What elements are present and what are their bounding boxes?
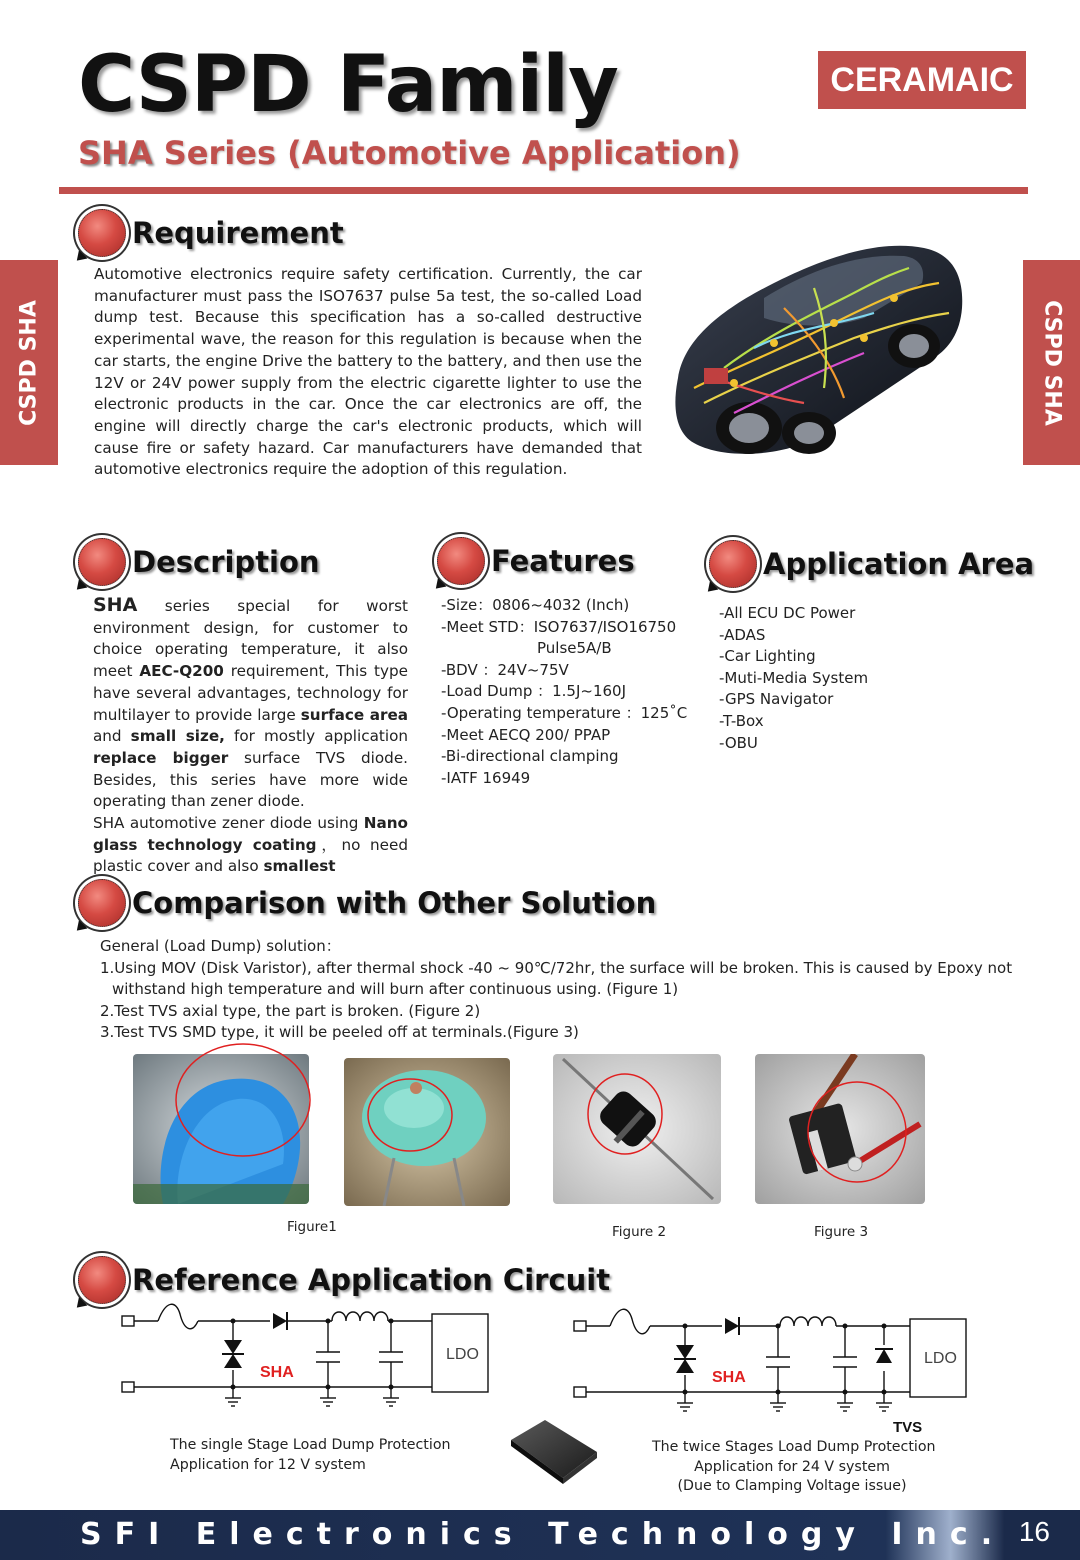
figure1-caption: Figure1 (287, 1219, 337, 1235)
caption-line: Application for 24 V system (694, 1458, 890, 1475)
comparison-heading-text: Comparison with Other Solution (132, 886, 657, 920)
bullet-ball-icon (78, 538, 126, 586)
bullet-ball-icon (78, 209, 126, 257)
desc-seg: series special for worst environment design, for customer to choice operating temperature, it also meet (93, 597, 408, 681)
subtitle-series: SHA (78, 134, 153, 172)
single-stage-caption (170, 1436, 451, 1475)
desc-seg: ，no need plastic cover and also (93, 835, 408, 876)
desc-bold: AEC-Q200 (139, 662, 224, 681)
ldo-label-left: LDO (446, 1346, 479, 1363)
desc-bold: Nano glass technology coating (93, 814, 408, 854)
side-tab-right-label: CSPD SHA (1039, 299, 1064, 426)
feature-item: -BDV ：24V~75V (441, 660, 569, 679)
application-item: -Car Lighting (719, 647, 816, 666)
desc-bold: small size, (130, 727, 225, 746)
comparison-line: 2.Test TVS axial type, the part is broken. (Figure 2) (100, 1001, 481, 1020)
bullet-ball-icon (437, 537, 485, 585)
sha-label-right: SHA (712, 1369, 746, 1386)
footer-bar (0, 1510, 1080, 1560)
bullet-ball-icon (78, 1256, 126, 1304)
single-stage-circuit-diagram (118, 1300, 498, 1420)
desc-bold: surface area (300, 705, 408, 724)
requirement-heading (78, 209, 344, 257)
twice-stage-caption (652, 1438, 936, 1497)
requirement-text: Automotive electronics require safety certification. Currently, the car manufacturer must pass the ISO7637 pulse 5a test, the so-called Load dump test. Because this specification has a so-called destructive experimental wave, the reason for this regulation is because when the car starts, the engine Drive the battery to the battery, and then use the 12V or 24V power supply from the electric cigarette lighter to use the electronic products in the car. Once the car electronics are off, the engine will directly charge the car's electronic products, which will cause fire or safety hazard. Car manufacturers have demanded that automotive electronics require the adoption of this regulation. (94, 265, 642, 479)
page-subtitle (78, 134, 741, 172)
twice-stage-circuit-diagram (570, 1305, 970, 1425)
desc-seg: requirement, This type have several advantages, technology for multilayer to provide large (93, 662, 408, 724)
application-area-list (719, 603, 868, 754)
figure3-caption: Figure 3 (814, 1224, 869, 1240)
feature-item: -IATF 16949 (441, 768, 531, 787)
comparison-line: 1.Using MOV (Disk Varistor), after thermal shock -40 ~ 90℃/72hr, the surface will be broken. This is caused by Epoxy not (100, 958, 1013, 977)
feature-item: -Size：0806~4032 (Inch) (441, 596, 630, 614)
bullet-ball-icon (78, 879, 126, 927)
features-heading-text: Features (491, 544, 635, 578)
caption-line: Application for 12 V system (170, 1456, 366, 1473)
application-area-heading (709, 540, 1034, 588)
side-tab-left (0, 260, 58, 465)
application-item: -Muti-Media System (719, 668, 869, 687)
subtitle-rest: Series (Automotive Application) (152, 134, 741, 172)
side-tab-left-label: CSPD SHA (16, 299, 42, 426)
comparison-line: 3.Test TVS SMD type, it will be peeled off at terminals.(Figure 3) (100, 1023, 579, 1042)
feature-item: -Meet STD：ISO7637/ISO16750 (441, 617, 677, 636)
circuit-heading-text: Reference Application Circuit (132, 1263, 611, 1297)
feature-item: -Operating temperature ：125˚C (441, 703, 688, 722)
figure3-highlight-circle (800, 1074, 912, 1186)
header-divider (59, 187, 1028, 194)
bullet-ball-icon (709, 540, 757, 588)
features-list (441, 595, 687, 789)
caption-line: The single Stage Load Dump Protection (170, 1437, 451, 1453)
circuit-heading (78, 1256, 610, 1304)
application-item: -T-Box (719, 711, 764, 730)
sha-label-left: SHA (260, 1364, 294, 1381)
requirement-heading-text: Requirement (132, 216, 344, 250)
side-tab-right (1023, 260, 1080, 465)
comparison-line: General (Load Dump) solution： (100, 937, 341, 955)
feature-item: -Load Dump ：1.5J~160J (441, 682, 627, 701)
sha-chip-image (505, 1412, 603, 1488)
figure1b-highlight-circle (360, 1070, 470, 1160)
desc-seg: and (93, 727, 131, 746)
desc-bold: replace bigger (93, 748, 229, 767)
desc-seg: SHA automotive zener diode using (93, 814, 364, 833)
application-item: -GPS Navigator (719, 690, 834, 709)
feature-item: -Bi-directional clamping (441, 747, 619, 766)
desc-paragraph-2 (93, 813, 408, 878)
company-name: SFI Electronics Technology Inc. (80, 1517, 1006, 1552)
comparison-text (100, 936, 1012, 1044)
application-item: -All ECU DC Power (719, 604, 856, 622)
caption-line: (Due to Clamping Voltage issue) (677, 1478, 907, 1494)
category-badge: CERAMAIC (818, 51, 1026, 109)
description-heading-text: Description (132, 545, 320, 579)
caption-line: The twice Stages Load Dump Protection (652, 1439, 936, 1455)
page-number: 16 (1018, 1516, 1050, 1547)
tvs-label: TVS (893, 1419, 923, 1436)
comparison-heading (78, 879, 656, 927)
comparison-line: withstand high temperature and will burn after continuous using. (Figure 1) (112, 980, 679, 999)
application-area-heading-text: Application Area (763, 547, 1035, 581)
features-heading (437, 537, 635, 585)
application-item: -ADAS (719, 625, 766, 644)
feature-item: Pulse5A/B (537, 639, 612, 658)
ldo-label-right: LDO (924, 1350, 957, 1367)
description-heading (78, 538, 320, 586)
description-text (93, 595, 408, 878)
figure1-highlight-circle (120, 1040, 320, 1160)
figure2-caption: Figure 2 (612, 1224, 667, 1240)
figure2-highlight-circle (575, 1060, 675, 1160)
desc-lead: SHA (93, 594, 138, 616)
page-title: CSPD Family (78, 40, 618, 130)
desc-bold: smallest (263, 857, 336, 876)
application-item: -OBU (719, 733, 758, 752)
car-wiring-illustration (664, 228, 970, 473)
desc-seg: for mostly application (224, 727, 408, 746)
desc-seg: surface TVS diode. Besides, this series have more wide operating than zener diode. (93, 748, 408, 811)
feature-item: -Meet AECQ 200/ PPAP (441, 725, 611, 744)
